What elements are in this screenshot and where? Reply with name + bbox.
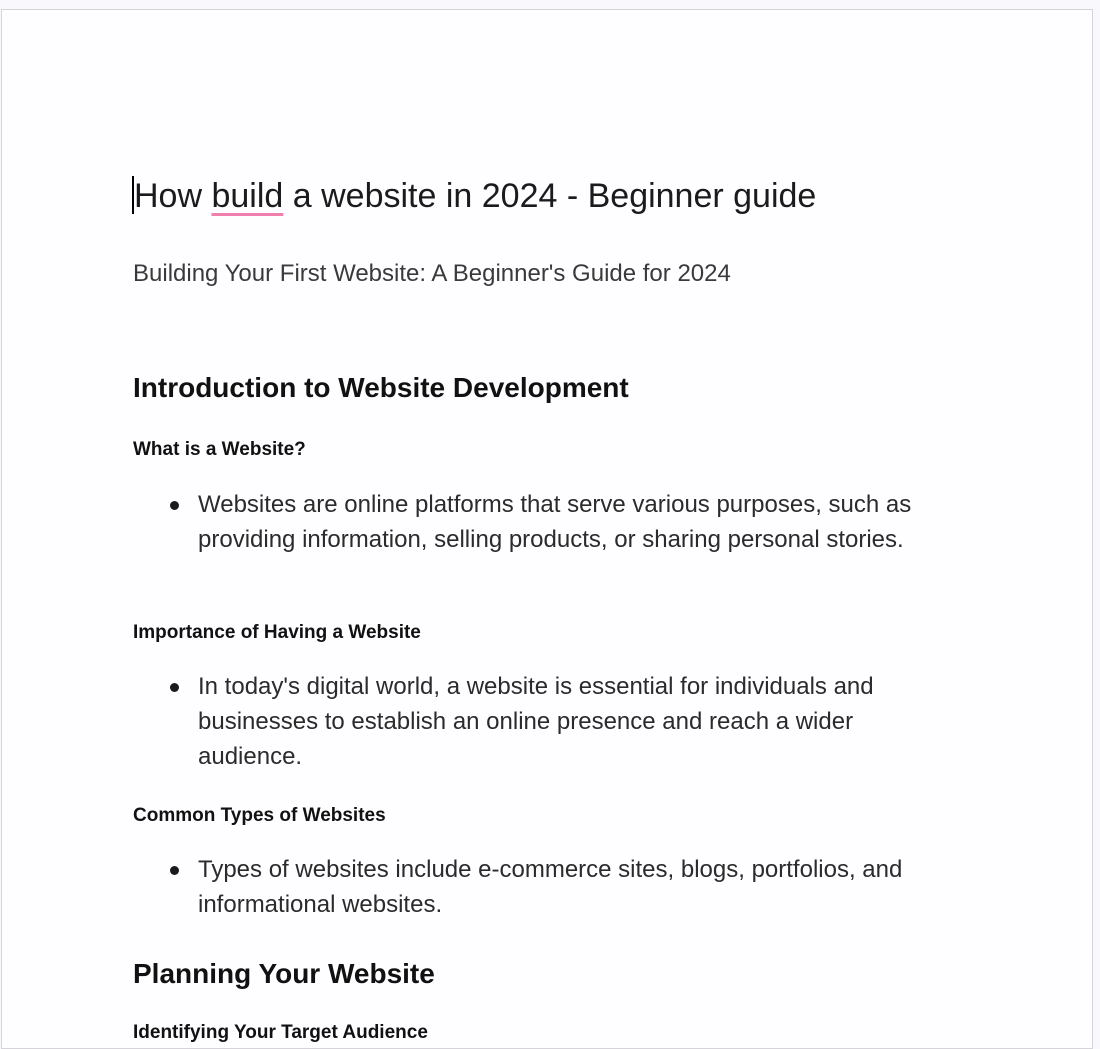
subsection-heading-target-audience: Identifying Your Target Audience xyxy=(133,1022,428,1043)
list-item xyxy=(133,487,963,557)
bullet-list xyxy=(133,852,963,922)
bullet-icon xyxy=(170,501,179,510)
bullet-list xyxy=(133,487,963,557)
bullet-icon xyxy=(170,866,179,875)
list-item-text: In today's digital world, a website is essential for individuals and businesses to establish an online presence and reach a wider audience. xyxy=(198,673,874,770)
list-item-text: Websites are online platforms that serve various purposes, such as providing information, selling products, or sharing personal stories. xyxy=(198,491,912,553)
document-subtitle: Building Your First Website: A Beginner's Guide for 2024 xyxy=(133,260,731,287)
section-heading-planning: Planning Your Website xyxy=(133,958,435,989)
title-text-after: a website in 2024 - Beginner guide xyxy=(283,177,817,215)
list-item xyxy=(133,852,963,922)
list-item xyxy=(133,669,963,774)
subsection-heading-importance: Importance of Having a Website xyxy=(133,622,421,643)
subsection-heading-common-types: Common Types of Websites xyxy=(133,805,386,826)
section-heading-introduction: Introduction to Website Development xyxy=(133,372,629,403)
spellcheck-flagged-word[interactable]: build xyxy=(211,177,284,215)
document-page[interactable] xyxy=(1,9,1093,1049)
document-title[interactable] xyxy=(133,174,816,218)
list-item-text: Types of websites include e-commerce sites, blogs, portfolios, and informational websites. xyxy=(198,856,903,918)
bullet-icon xyxy=(170,683,179,692)
subsection-heading-what-is-website: What is a Website? xyxy=(133,439,306,460)
title-text-before: How xyxy=(134,177,212,215)
bullet-list xyxy=(133,669,963,774)
